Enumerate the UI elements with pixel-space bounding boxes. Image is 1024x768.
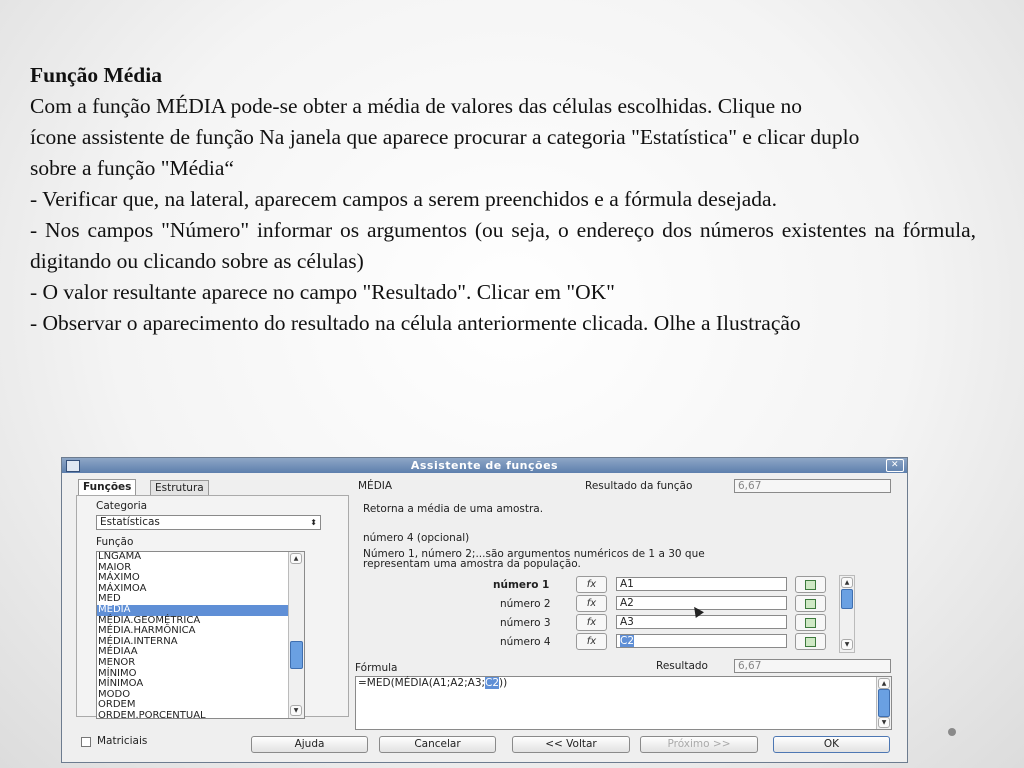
- shrink-icon: [805, 580, 816, 590]
- function-list-item[interactable]: MÉDIA.GEOMÉTRICA: [98, 614, 201, 626]
- paragraph-2: ícone assistente de função Na janela que aparece procurar a categoria "Estatística" e clicar duplo: [30, 125, 860, 149]
- formula-selection: C2: [485, 677, 500, 689]
- scroll-down-icon[interactable]: ▼: [878, 717, 890, 728]
- function-list-item[interactable]: ORDEM: [98, 699, 136, 711]
- function-name: MÉDIA: [358, 480, 393, 492]
- category-select[interactable]: [96, 515, 321, 530]
- back-button[interactable]: << Voltar: [512, 736, 630, 753]
- fx-button-1[interactable]: [576, 576, 607, 593]
- next-button[interactable]: Próximo >>: [640, 736, 758, 753]
- tab-functions[interactable]: Funções: [78, 479, 136, 497]
- scroll-up-icon[interactable]: ▲: [841, 577, 853, 588]
- shrink-button-1[interactable]: [795, 576, 826, 593]
- function-list-item[interactable]: MAIOR: [98, 561, 132, 573]
- formula-editor[interactable]: [355, 676, 892, 730]
- arguments-scroll-thumb[interactable]: [841, 589, 853, 609]
- function-list-item[interactable]: MENOR: [98, 656, 136, 668]
- formula-text-end: )): [499, 677, 508, 689]
- argument-description-line-1: Número 1, número 2;...são argumentos numéricos de 1 a 30 que: [363, 548, 705, 560]
- argument-label-4: número 4: [500, 636, 551, 648]
- scroll-up-icon[interactable]: ▲: [878, 678, 890, 689]
- function-wizard-dialog: [61, 457, 908, 763]
- updown-arrow-icon: ⬍: [310, 518, 317, 527]
- slide-indicator-dot: [948, 728, 956, 736]
- matrix-label: Matriciais: [97, 735, 148, 747]
- shrink-icon: [805, 618, 816, 628]
- fx-icon: fx: [586, 636, 597, 647]
- argument-input-4-selection: C2: [620, 635, 635, 647]
- paragraph-6: - O valor resultante aparece no campo "Resultado". Clicar em "OK": [30, 280, 615, 304]
- arguments-scrollbar[interactable]: [839, 575, 855, 653]
- fx-icon: fx: [586, 617, 597, 628]
- scroll-down-icon[interactable]: ▼: [290, 705, 302, 716]
- paragraph-3: sobre a função "Média“: [30, 156, 234, 180]
- function-list-scrollbar[interactable]: [288, 552, 304, 718]
- fx-icon: fx: [586, 579, 597, 590]
- fx-button-4[interactable]: [576, 633, 607, 650]
- paragraph-1: Com a função MÉDIA pode-se obter a média de valores das células escolhidas. Clique no: [30, 94, 802, 118]
- argument-label-3: número 3: [500, 617, 551, 629]
- function-result-field: 6,67: [734, 479, 891, 493]
- formula-text: =MED(MÉDIA(A1;A2;A3;: [358, 677, 486, 689]
- matrix-checkbox[interactable]: [81, 737, 91, 747]
- shrink-icon: [805, 637, 816, 647]
- tab-structure[interactable]: Estrutura: [150, 480, 209, 496]
- argument-label-1: número 1: [493, 579, 550, 591]
- function-list-item[interactable]: MED: [98, 593, 121, 605]
- function-list-item[interactable]: ORDEM.PORCENTUAL: [98, 709, 206, 719]
- argument-label-2: número 2: [500, 598, 551, 610]
- function-result-label: Resultado da função: [585, 480, 693, 492]
- function-list-item[interactable]: MÁXIMOA: [98, 582, 147, 594]
- fx-icon: fx: [586, 598, 597, 609]
- argument-description-line-2: representam uma amostra da população.: [363, 558, 581, 570]
- function-list-item[interactable]: MÍNIMO: [98, 667, 137, 679]
- function-list[interactable]: [96, 551, 305, 719]
- window-menu-icon[interactable]: [66, 460, 80, 472]
- argument-input-3[interactable]: A3: [616, 615, 787, 629]
- argument-input-4[interactable]: [616, 634, 787, 648]
- fx-button-2[interactable]: [576, 595, 607, 612]
- function-list-item[interactable]: MÉDIAA: [98, 646, 138, 658]
- shrink-button-4[interactable]: [795, 633, 826, 650]
- argument-input-1[interactable]: A1: [616, 577, 787, 591]
- paragraph-5: - Nos campos "Número" informar os argumentos (ou seja, o endereço dos números existentes na fórmula, digitando ou clicando sobre as células): [30, 218, 976, 273]
- slide-body: [30, 60, 976, 339]
- slide-title: Função Média: [30, 63, 162, 87]
- function-list-item[interactable]: MÉDIA.INTERNA: [98, 635, 178, 647]
- function-description: Retorna a média de uma amostra.: [363, 503, 544, 515]
- shrink-icon: [805, 599, 816, 609]
- help-button[interactable]: Ajuda: [251, 736, 368, 753]
- result-label: Resultado: [656, 660, 708, 672]
- ok-button[interactable]: OK: [773, 736, 890, 753]
- function-list-item[interactable]: MODO: [98, 688, 131, 700]
- shrink-button-2[interactable]: [795, 595, 826, 612]
- result-field: 6,67: [734, 659, 891, 673]
- fx-button-3[interactable]: [576, 614, 607, 631]
- formula-scrollbar[interactable]: [876, 677, 891, 729]
- formula-scroll-thumb[interactable]: [878, 689, 890, 717]
- category-label: Categoria: [96, 500, 148, 512]
- function-list-item[interactable]: MÍNIMOA: [98, 678, 144, 690]
- paragraph-4: - Verificar que, na lateral, aparecem campos a serem preenchidos e a fórmula desejada.: [30, 187, 777, 211]
- function-list-item[interactable]: MÉDIA: [97, 605, 304, 616]
- argument-input-2[interactable]: A2: [616, 596, 787, 610]
- scroll-down-icon[interactable]: ▼: [841, 639, 853, 650]
- function-list-scroll-thumb[interactable]: [290, 641, 303, 669]
- cancel-button[interactable]: Cancelar: [379, 736, 496, 753]
- dialog-title: Assistente de funções: [410, 459, 559, 472]
- function-list-item[interactable]: MÉDIA.HARMÔNICA: [98, 625, 196, 637]
- dialog-titlebar[interactable]: [62, 458, 907, 473]
- argument-title: número 4 (opcional): [363, 532, 470, 544]
- formula-label: Fórmula: [355, 662, 398, 674]
- shrink-button-3[interactable]: [795, 614, 826, 631]
- paragraph-7: - Observar o aparecimento do resultado na célula anteriormente clicada. Olhe a Ilustração: [30, 311, 801, 335]
- function-list-item[interactable]: MÁXIMO: [98, 572, 140, 584]
- function-label: Função: [96, 536, 134, 548]
- scroll-up-icon[interactable]: ▲: [290, 553, 302, 564]
- function-list-item[interactable]: LNGAMA: [98, 551, 142, 562]
- category-value: Estatísticas: [100, 516, 160, 528]
- close-icon[interactable]: ✕: [886, 459, 904, 472]
